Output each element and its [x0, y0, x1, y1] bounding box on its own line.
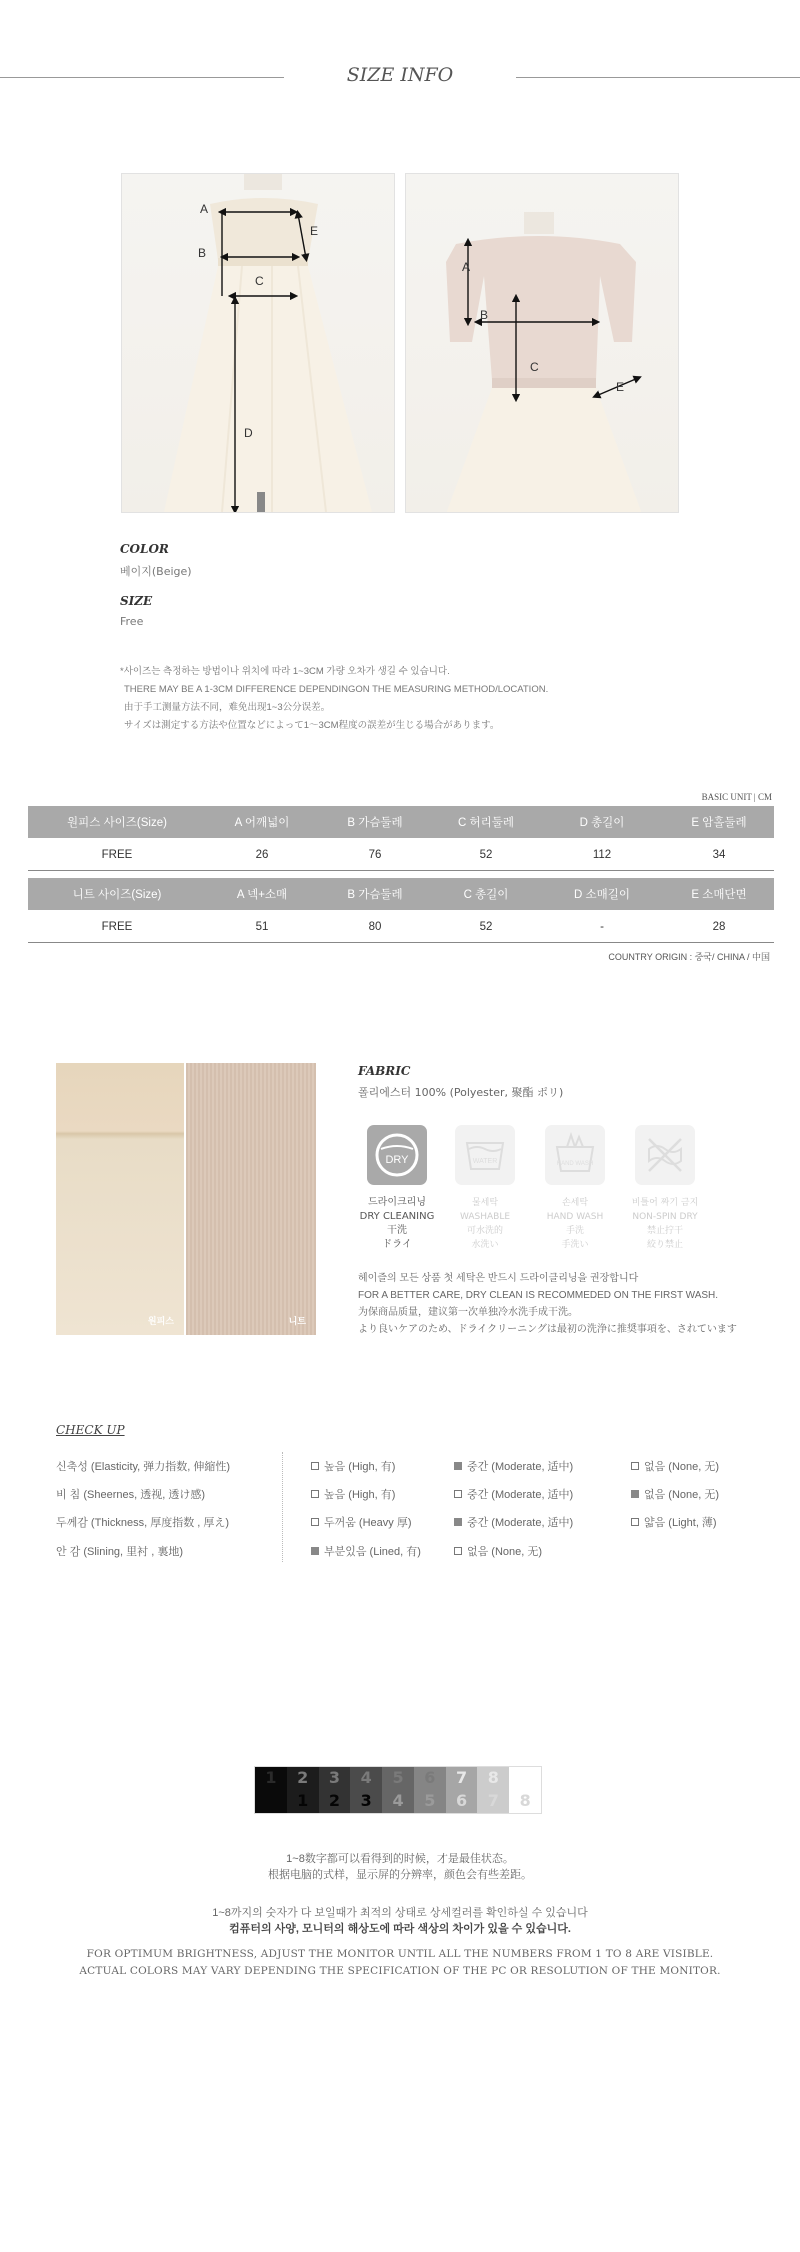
dress-header-cell: C 허리둘레 — [458, 817, 514, 829]
checkbox-filled-icon — [311, 1547, 319, 1555]
monitor-note-en-1: FOR OPTIMUM BRIGHTNESS, ADJUST THE MONITOR UNTIL ALL THE NUMBERS FROM 1 TO 8 ARE VISIBLE. — [86, 1948, 714, 1960]
brightness-number-bottom: 3 — [360, 1791, 372, 1810]
no-spin-dry-caption: 비틀어 짜기 금지 NON-SPIN DRY 禁止拧干 絞り禁止 — [631, 1198, 699, 1250]
brightness-number-bottom: 6 — [456, 1791, 468, 1810]
dress-label-a: A — [200, 202, 209, 216]
checkup-row-label: 신축성 (Elasticity, 弹力指数, 伸縮性) — [56, 1461, 231, 1473]
checkup-row-label: 두께감 (Thickness, 厚度指数 , 厚え) — [56, 1517, 230, 1529]
monitor-note-zh-2: 根据电脑的式样，显示屏的分辨率，颜色会有些差距。 — [268, 1869, 532, 1881]
no-spin-dry-icon — [635, 1125, 695, 1185]
fabric-value: 폴리에스터 100% (Polyester, 聚酯 ポリ) — [358, 1086, 564, 1099]
dress-header-cell: B 가슴둘레 — [347, 817, 403, 829]
dress-row-cell: 34 — [712, 848, 726, 861]
dress-row-cell: 112 — [592, 848, 612, 861]
brightness-number-top: 1 — [265, 1768, 277, 1787]
size-note-ja: サイズは測定する方法や位置などによって1～3CM程度の誤差が生じる場合があります。 — [124, 720, 500, 731]
knit-header-cell: E 소매단면 — [691, 889, 747, 901]
knit-label-c: C — [530, 360, 539, 374]
dress-label-e: E — [310, 224, 319, 238]
checkup-option: 없음 (None, 无) — [631, 1458, 719, 1474]
dry-clean-badge: DRY — [385, 1154, 409, 1166]
dress-illustration — [122, 174, 395, 513]
knit-row-cell: 28 — [712, 920, 726, 933]
knit-row-cell: 51 — [255, 920, 269, 933]
fabric-care-note-zh: 为保商品质量，建议第一次单独冷水洗手成干洗。 — [358, 1307, 578, 1318]
knit-header-cell: C 총길이 — [463, 889, 509, 901]
brightness-number-top: 3 — [328, 1768, 341, 1787]
fabric-care-note-en: FOR A BETTER CARE, DRY CLEAN IS RECOMMEDED ON THE FIRST WASH. — [358, 1290, 719, 1301]
brightness-number-bottom: 4 — [392, 1791, 404, 1810]
checkbox-empty-icon — [311, 1490, 319, 1498]
brightness-number-top: 7 — [456, 1768, 468, 1787]
brightness-square — [477, 1767, 509, 1813]
brightness-square — [446, 1767, 478, 1813]
monitor-note-zh-1: 1~8数字都可以看得到的时候，才是最佳状态。 — [286, 1853, 514, 1865]
checkup-option: 중간 (Moderate, 适中) — [454, 1514, 573, 1530]
brightness-number-top: 5 — [392, 1768, 404, 1787]
checkbox-empty-icon — [311, 1462, 319, 1470]
brightness-square — [287, 1767, 319, 1813]
checkup-option: 중간 (Moderate, 适中) — [454, 1458, 573, 1474]
checkbox-filled-icon — [631, 1490, 639, 1498]
knit-header-cell: B 가슴둘레 — [347, 889, 403, 901]
checkup-option: 부분있음 (Lined, 有) — [311, 1543, 421, 1559]
knit-row-cell: 80 — [368, 920, 382, 933]
monitor-note-ko-2: 컴퓨터의 사양, 모니터의 해상도에 따라 색상의 차이가 있을 수 있습니다. — [229, 1923, 571, 1935]
checkup-heading: CHECK UP — [56, 1423, 125, 1437]
checkbox-empty-icon — [454, 1547, 462, 1555]
size-note-ko: *사이즈는 측정하는 방법이나 위치에 따라 1~3CM 가량 오차가 생길 수 있습니다. — [120, 666, 450, 677]
brightness-square — [382, 1767, 414, 1813]
checkup-row-thickness — [56, 1508, 756, 1536]
dress-header-cell: D 총길이 — [579, 817, 625, 829]
checkbox-empty-icon — [311, 1518, 319, 1526]
color-value: 베이지(Beige) — [120, 565, 192, 578]
size-note-en: THERE MAY BE A 1-3CM DIFFERENCE DEPENDINGON THE MEASURING METHOD/LOCATION. — [124, 684, 549, 695]
hand-wash-caption: 손세탁 HAND WASH 手洗 手洗い — [546, 1198, 604, 1250]
checkup-row-elasticity — [56, 1452, 756, 1480]
brightness-number-top: 6 — [424, 1768, 436, 1787]
checkup-row-sheerness — [56, 1480, 756, 1508]
checkup-option: 없음 (None, 无) — [631, 1486, 719, 1502]
checkup-row-lining — [56, 1537, 756, 1565]
knit-header-cell: 니트 사이즈(Size) — [72, 889, 162, 901]
knit-measure-photo — [405, 173, 679, 513]
fabric-heading: FABRIC — [358, 1064, 411, 1078]
size-heading: SIZE — [120, 594, 153, 608]
dress-label-c: C — [255, 274, 264, 288]
dress-size-header — [28, 806, 774, 838]
water-wash-caption: 물세탁 WASHABLE 可水洗的 水洗い — [459, 1198, 511, 1250]
checkup-option: 두꺼움 (Heavy 厚) — [311, 1514, 412, 1530]
dress-header-cell: 원피스 사이즈(Size) — [67, 817, 167, 829]
knit-row-cell: FREE — [101, 920, 133, 933]
brightness-square — [350, 1767, 382, 1813]
checkup-option: 높음 (High, 有) — [311, 1458, 395, 1474]
knit-label-e: E — [616, 380, 625, 394]
checkup-row-label: 안 감 (Slining, 里衬 , 裏地) — [56, 1546, 183, 1558]
brightness-square — [255, 1767, 287, 1813]
checkup-option: 없음 (None, 无) — [454, 1543, 542, 1559]
brightness-number-bottom: 8 — [519, 1791, 531, 1810]
dress-header-cell: A 어깨넓이 — [234, 817, 290, 829]
knit-size-row — [28, 911, 774, 943]
hand-wash-icon — [545, 1125, 605, 1185]
knit-size-header — [28, 878, 774, 910]
country-origin: COUNTRY ORIGIN : 중국/ CHINA / 中国 — [608, 952, 770, 962]
checkbox-filled-icon — [454, 1462, 462, 1470]
color-heading: COLOR — [120, 542, 169, 556]
dress-label-b: B — [198, 246, 207, 260]
knit-illustration — [406, 174, 679, 513]
dress-swatch — [56, 1063, 184, 1335]
fabric-care-note-ja: より良いケアのため、ドライクリーニングは最初の洗浄に推奨事項を、されています — [358, 1324, 737, 1335]
brightness-number-bottom: 1 — [297, 1791, 309, 1810]
checkbox-filled-icon — [454, 1518, 462, 1526]
checkup-option: 얇음 (Light, 薄) — [631, 1514, 717, 1530]
dress-swatch-label: 원피스 — [147, 1317, 174, 1327]
knit-swatch — [186, 1063, 316, 1335]
dress-size-row — [28, 839, 774, 871]
water-wash-badge: WATER — [472, 1158, 498, 1165]
fabric-care-note-ko: 헤이즐의 모든 상품 첫 세탁은 반드시 드라이클리닝을 권장합니다 — [358, 1273, 639, 1284]
brightness-number-top: 4 — [360, 1768, 372, 1787]
checkbox-empty-icon — [631, 1518, 639, 1526]
dry-clean-caption: 드라이크리닝 DRY CLEANING 干洗 ドライ — [359, 1197, 435, 1250]
monitor-note-ko-1: 1~8까지의 숫자가 다 보일때가 최적의 상태로 상세컬러를 확인하실 수 있습니다 — [212, 1907, 588, 1919]
knit-row-cell: - — [600, 920, 604, 933]
brightness-square — [319, 1767, 351, 1813]
checkbox-empty-icon — [631, 1462, 639, 1470]
brightness-square — [414, 1767, 446, 1813]
brightness-square — [509, 1767, 541, 1813]
checkup-option: 높음 (High, 有) — [311, 1486, 395, 1502]
dry-clean-icon — [367, 1125, 427, 1185]
knit-label-b: B — [480, 308, 489, 322]
dress-row-cell: 52 — [479, 848, 493, 861]
page-title: SIZE INFO — [346, 64, 454, 86]
knit-label-a: A — [462, 260, 471, 274]
dress-label-d: D — [244, 426, 253, 440]
brightness-number-bottom: 5 — [424, 1791, 436, 1810]
dress-header-cell: E 암홀둘레 — [691, 817, 747, 829]
knit-row-cell: 52 — [479, 920, 493, 933]
brightness-number-top: 2 — [297, 1768, 309, 1787]
knit-swatch-label: 니트 — [288, 1317, 306, 1327]
size-value: Free — [120, 615, 144, 628]
water-wash-icon — [455, 1125, 515, 1185]
dress-measure-photo — [121, 173, 395, 513]
brightness-number-bottom: 7 — [487, 1791, 499, 1810]
checkbox-empty-icon — [454, 1490, 462, 1498]
size-note-zh: 由于手工测量方法不同，难免出现1~3公分误差。 — [124, 702, 331, 713]
brightness-number-bottom: 2 — [328, 1791, 341, 1810]
dress-row-cell: 76 — [368, 848, 382, 861]
monitor-brightness-strip — [254, 1766, 542, 1814]
dress-row-cell: FREE — [101, 848, 133, 861]
knit-header-cell: D 소매길이 — [574, 889, 630, 901]
hand-wash-badge: HAND WASH — [556, 1161, 594, 1167]
checkup-row-label: 비 침 (Sheernes, 透视, 透け感) — [56, 1489, 206, 1501]
knit-header-cell: A 넥+소매 — [236, 889, 288, 901]
basic-unit-label: BASIC UNIT | CM — [701, 792, 772, 802]
monitor-note-en-2: ACTUAL COLORS MAY VARY DEPENDING THE SPECIFICATION OF THE PC OR RESOLUTION OF THE MONITOR. — [79, 1965, 721, 1977]
dress-row-cell: 26 — [255, 848, 269, 861]
checkup-option: 중간 (Moderate, 适中) — [454, 1486, 573, 1502]
brightness-number-top: 8 — [487, 1768, 499, 1787]
